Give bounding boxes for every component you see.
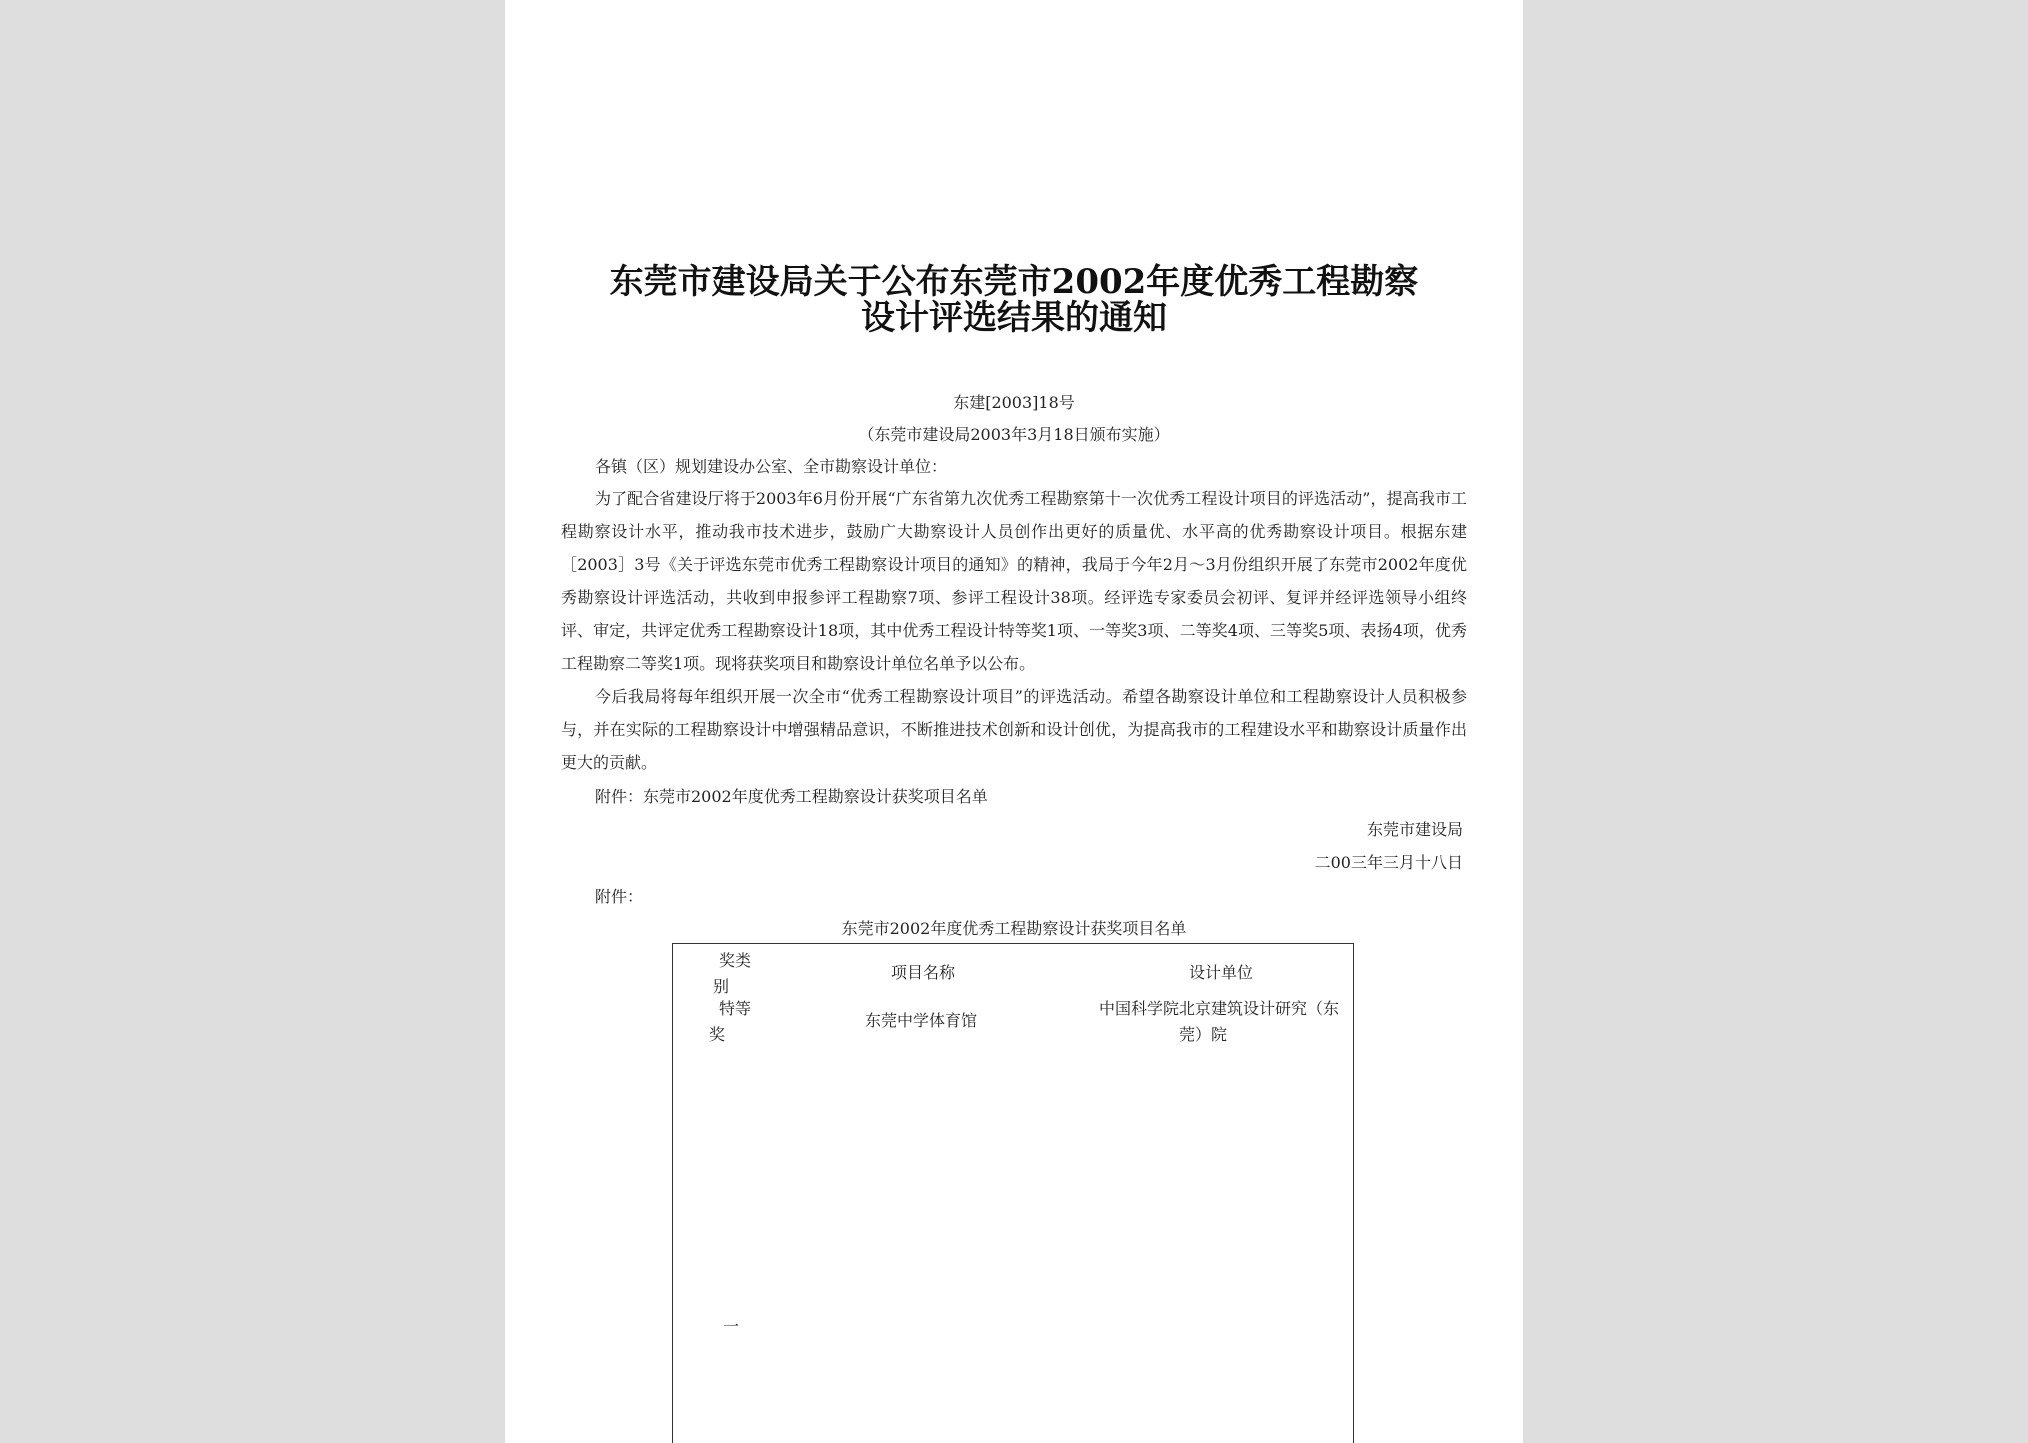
header-project-name: 项目名称 [891,963,956,982]
row1-award-line-2: 奖 [709,1025,726,1044]
table-title: 东莞市2002年度优秀工程勘察设计获奖项目名单 [841,919,1187,938]
document-title-line-2: 设计评选结果的通知 [861,298,1167,338]
row1-design-unit-line-2: 莞）院 [1179,1025,1228,1044]
document-number: 东建[2003]18号 [953,393,1075,412]
issue-note: （东莞市建设局2003年3月18日颁布实施） [858,425,1170,444]
row1-project-name: 东莞中学体育馆 [865,1011,978,1030]
row1-award-line-1: 特等 [719,999,752,1018]
body-paragraph-1: 为了配合省建设厅将于2003年6月份开展“广东省第九次优秀工程勘察第十一次优秀工程设计项目的评选活动”，提高我市工程勘察设计水平，推动我市技术进步，鼓励广大勘察设计人员创作出更好的质量优、水平高的优秀勘察设计项目。根据东建［2003］3号《关于评选东莞市优秀工程勘察设计项目的通知》的精神，我局于今年2月～3月份组织开展了东莞市2002年度优秀勘察设计评选活动，共收到申报参评工程勘察7项、参评工程设计38项。经评选专家委员会初评、复评并经评选领导小组终评、审定，共评定优秀工程勘察设计18项，其中优秀工程设计特等奖1项、一等奖3项、二等奖4项、三等奖5项、表扬4项，优秀工程勘察二等奖1项。现将获奖项目和勘察设计单位名单予以公布。 [561,489,1467,673]
award-table [672,943,1354,1443]
attachment-reference: 附件：东莞市2002年度优秀工程勘察设计获奖项目名单 [595,787,988,806]
issue-date: 二00三年三月十八日 [1314,853,1463,872]
header-award-category-line-1: 奖类 [719,951,752,970]
header-award-category-line-2: 别 [713,977,730,996]
attachment-label: 附件： [595,887,644,906]
header-design-unit: 设计单位 [1189,963,1254,982]
document-page [505,0,1523,1443]
row2-award: 一 [723,1317,740,1336]
body-paragraph-2: 今后我局将每年组织开展一次全市“优秀工程勘察设计项目”的评选活动。希望各勘察设计单位和工程勘察设计人员积极参与，并在实际的工程勘察设计中增强精品意识，不断推进技术创新和设计创优，为提高我市的工程建设水平和勘察设计质量作出更大的贡献。 [561,687,1467,772]
document-title-line-1: 东莞市建设局关于公布东莞市2002年度优秀工程勘察 [609,262,1419,302]
row1-design-unit-line-1: 中国科学院北京建筑设计研究（东 [1099,999,1340,1018]
issuer-signature: 东莞市建设局 [1366,820,1463,839]
salutation: 各镇（区）规划建设办公室、全市勘察设计单位： [595,457,948,476]
